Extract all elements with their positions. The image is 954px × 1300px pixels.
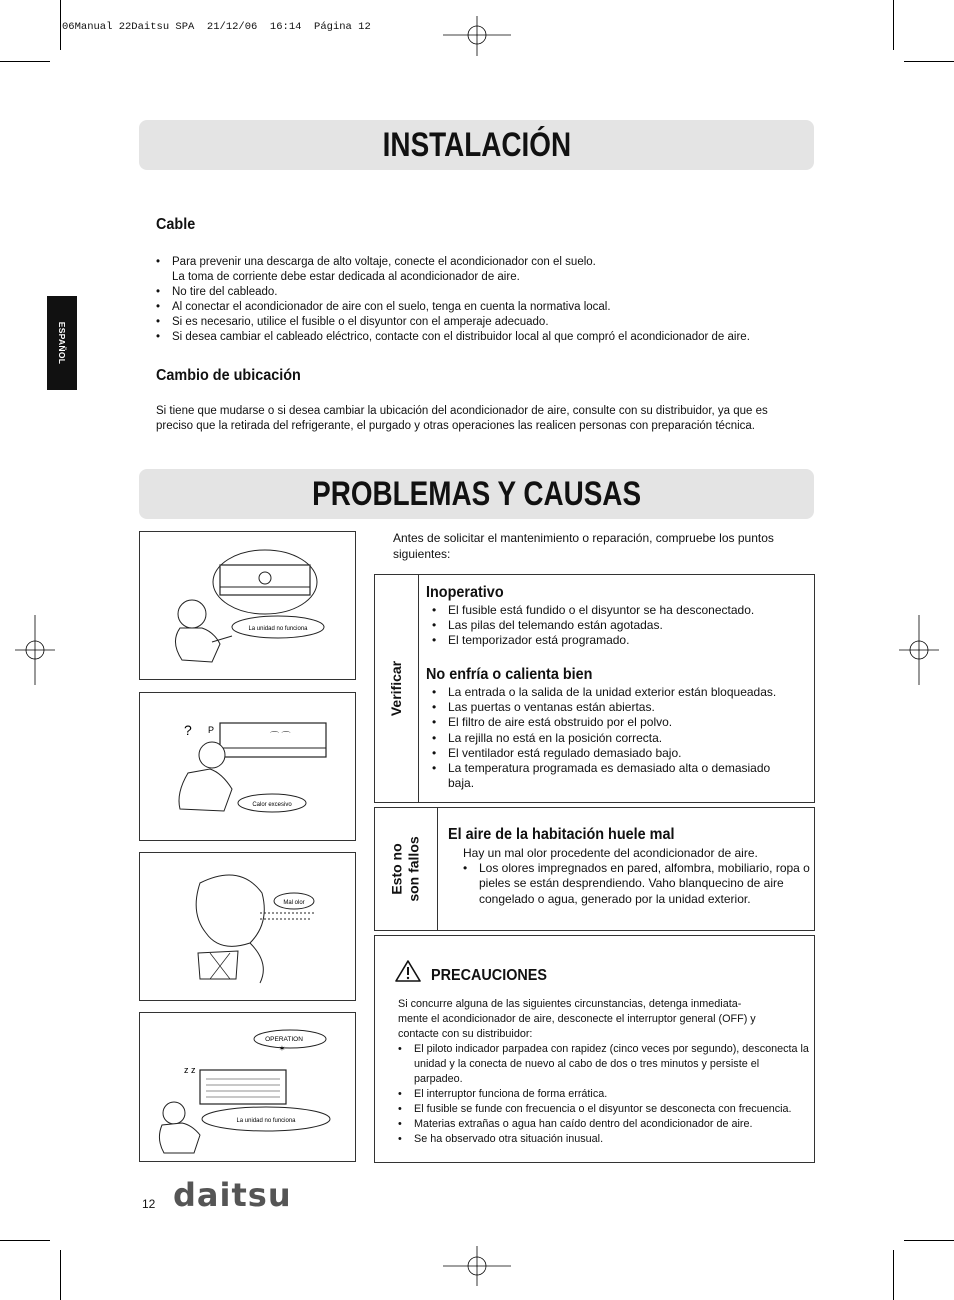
list-item: • Las puertas o ventanas están abiertas. — [432, 700, 811, 715]
cable-item: • Al conectar el acondicionador de aire con el suelo, tenga en cuenta la normativa local. — [156, 300, 816, 315]
list-item: • El piloto indicador parpadea con rapidez (cinco veces por segundo), desconecta la unidad y la conecta de nuevo al cabo de dos o tres minutos y persiste el parpadeo. — [398, 1042, 810, 1087]
list-item: • El ventilador está regulado demasiado bajo. — [432, 746, 811, 761]
not-cooling-heading: No enfría o calienta bien — [426, 666, 593, 683]
illustration-caption-4: La unidad no funciona — [236, 1118, 296, 1124]
page-number: 12 — [142, 1197, 156, 1211]
registration-mark-left — [15, 615, 55, 685]
troubleshooting-banner — [139, 469, 814, 519]
illustration-bad-smell — [139, 852, 356, 1001]
list-item: • Los olores impregnados en pared, alfombra, mobiliario, ropa o pieles se están desprendiendo. Vaho blanquecino de aire congelado o agua, generado por la unidad exterior. — [463, 861, 810, 907]
registration-mark-right — [899, 615, 939, 685]
list-item: • La temperatura programada es demasiado alta o demasiado baja. — [432, 761, 788, 791]
not-cooling-group — [426, 666, 811, 791]
not-cooling-list — [432, 685, 811, 791]
print-header: 06Manual 22Daitsu SPA 21/12/06 16:14 Página 12 — [62, 21, 371, 33]
illustration-panel-label: OPERATION — [265, 1036, 303, 1043]
precautions-list — [398, 1042, 810, 1147]
list-item: • El filtro de aire está obstruido por el polvo. — [432, 715, 811, 730]
not-faults-label: Esto no son fallos — [389, 836, 423, 902]
registration-mark-bottom — [443, 1246, 511, 1286]
precautions-box — [374, 935, 815, 1163]
illustration-excessive-heat — [139, 692, 356, 841]
smell-heading: El aire de la habitación huele mal — [448, 826, 675, 843]
brand-logo — [173, 1176, 292, 1214]
relocation-heading: Cambio de ubicación — [156, 367, 301, 384]
list-item: • Las pilas del telemando están agotadas. — [432, 618, 811, 633]
list-item: • El fusible está fundido o el disyuntor se ha desconectado. — [432, 603, 811, 618]
svg-text:z z: z z — [184, 1065, 196, 1075]
cable-heading: Cable — [156, 216, 196, 233]
svg-text:?: ? — [184, 722, 192, 738]
precautions-heading: PRECAUCIONES — [431, 967, 548, 984]
brand-logo-text: daitsu — [173, 1176, 292, 1214]
smell-lead: Hay un mal olor procedente del acondicionador de aire. — [463, 846, 758, 860]
list-item: • La rejilla no está en la posición correcta. — [432, 731, 811, 746]
list-item: • El temporizador está programado. — [432, 633, 811, 648]
list-item: • El fusible se funde con frecuencia o el disyuntor se desconecta con frecuencia. — [398, 1102, 810, 1117]
svg-text:⌒ ⌒: ⌒ ⌒ — [270, 731, 291, 741]
cable-list — [156, 255, 816, 345]
cable-item: • Para prevenir una descarga de alto voltaje, conecte el acondicionador con el suelo. La toma de corriente debe estar dedicada al acondicionador de aire. — [156, 255, 816, 285]
precautions-intro: Si concurre alguna de las siguientes circunstancias, detenga inmediata- mente el acondicionador de aire, desconecte el interruptor general (OFF) y contacte con su distribuidor: — [398, 998, 756, 1040]
check-box — [374, 574, 815, 803]
relocation-text: Si tiene que mudarse o si desea cambiar la ubicación del acondicionador de aire, consulte con su distribuidor, ya que es preciso que la retirada del refrigerante, el purgado y otras operaciones las realicen personas con preparación técnica. — [156, 405, 768, 432]
cable-item: • Si desea cambiar el cableado eléctrico, contacte con el distribuidor local al que compró el acondicionador de aire. — [156, 330, 816, 345]
installation-title: INSTALACIÓN — [382, 125, 571, 164]
illustration-caption-2: Calor excesivo — [252, 802, 292, 808]
illustration-caption-3: Mal olor — [283, 900, 305, 906]
inoperative-list — [432, 603, 811, 649]
illustration-caption-1: La unidad no funciona — [248, 626, 308, 632]
registration-mark-top — [443, 16, 511, 56]
troubleshooting-title: PROBLEMAS Y CAUSAS — [312, 474, 641, 513]
language-tab — [47, 296, 77, 390]
list-item: • La entrada o la salida de la unidad exterior están bloqueadas. — [432, 685, 811, 700]
installation-banner — [139, 120, 814, 170]
list-item: • El interruptor funciona de forma errática. — [398, 1087, 810, 1102]
language-tab-label: ESPAÑOL — [57, 321, 67, 365]
list-item: • Se ha observado otra situación inusual. — [398, 1132, 810, 1147]
not-faults-box — [374, 807, 815, 931]
not-faults-label-cell — [375, 808, 438, 930]
check-label-cell — [375, 575, 419, 802]
illustration-operation-blinking — [139, 1012, 356, 1162]
illustration-unit-not-working — [139, 531, 356, 680]
cable-item-continuation: La toma de corriente debe estar dedicada al acondicionador de aire. — [172, 271, 520, 283]
list-item: • Materias extrañas o agua han caído dentro del acondicionador de aire. — [398, 1117, 810, 1132]
inoperative-heading: Inoperativo — [426, 584, 504, 601]
smell-group — [448, 826, 810, 907]
smell-list — [463, 861, 810, 907]
cable-item: • No tire del cableado. — [156, 285, 816, 300]
check-label: Verificar — [388, 660, 405, 717]
warning-icon — [395, 959, 421, 983]
inoperative-group — [426, 584, 811, 649]
svg-text:P: P — [208, 725, 215, 735]
cable-item: • Si es necesario, utilice el fusible o el disyuntor con el amperaje adecuado. — [156, 315, 816, 330]
svg-text:✶: ✶ — [278, 1044, 286, 1053]
troubleshooting-intro: Antes de solicitar el mantenimiento o reparación, compruebe los puntos siguientes: — [393, 531, 774, 561]
